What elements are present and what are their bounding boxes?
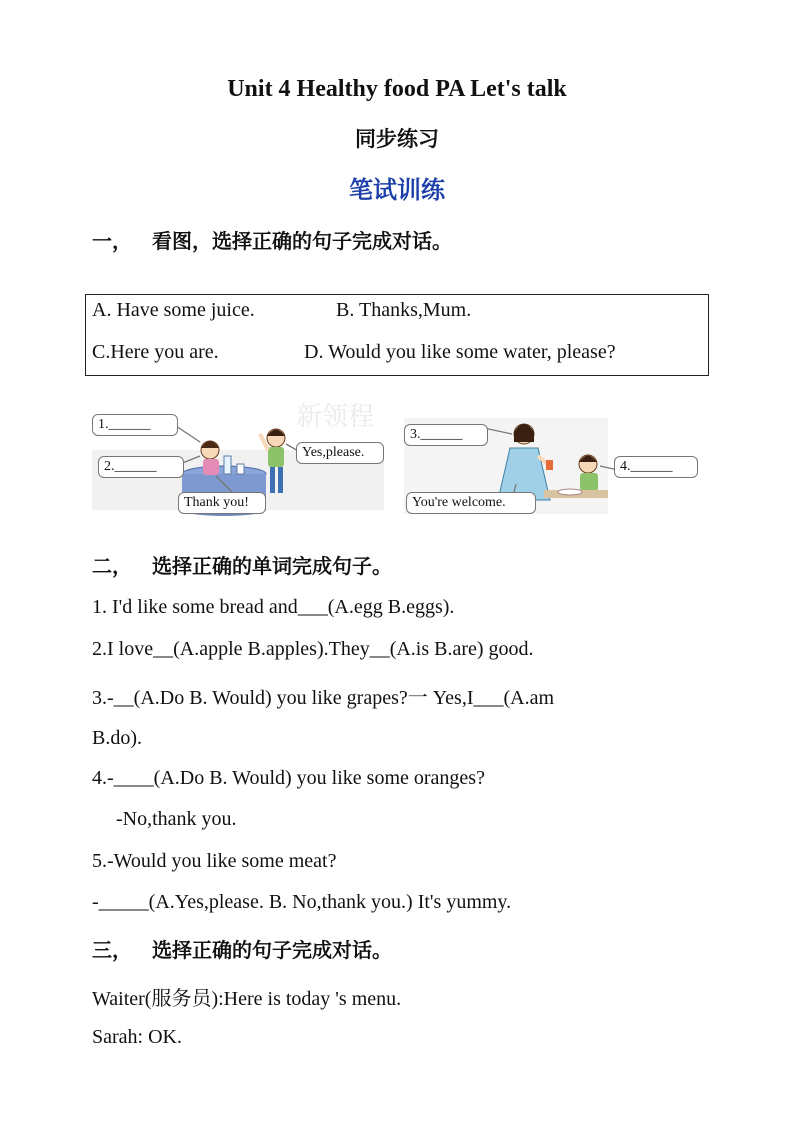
bubble-3: 3.______ — [404, 424, 488, 446]
part3-number: 三， — [92, 938, 132, 962]
dialog-line-sarah: Sarah: OK. — [92, 1026, 182, 1048]
part1-heading — [92, 225, 452, 254]
part1-number: 一， — [92, 229, 132, 253]
question-1: 1. I'd like some bread and___(A.egg B.eggs). — [92, 596, 455, 618]
part2-instruction: 选择正确的单词完成句子。 — [152, 554, 392, 578]
question-3-continued: B.do). — [92, 727, 142, 749]
bubble-thank-you: Thank you! — [178, 492, 266, 514]
options-box — [85, 294, 709, 376]
bubble-4: 4.______ — [614, 456, 698, 478]
dialog-line-waiter: Waiter(服务员):Here is today 's menu. — [92, 988, 402, 1010]
watermark-text: 新领程 — [296, 402, 375, 432]
bubble-2: 2.______ — [98, 456, 184, 478]
page-title: Unit 4 Healthy food PA Let's talk — [227, 76, 567, 102]
part2-heading — [92, 550, 392, 579]
bubble-1: 1.______ — [92, 414, 178, 436]
bubble-youre-welcome: You're welcome. — [406, 492, 536, 514]
question-2: 2.I love__(A.apple B.apples).They__(A.is B.are) good. — [92, 638, 534, 660]
question-3: 3.-__(A.Do B. Would) you like grapes?一 Yes,I___(A.am — [92, 687, 555, 709]
part2-number: 二， — [92, 554, 132, 578]
question-4: 4.-____(A.Do B. Would) you like some oranges? — [92, 767, 485, 789]
option-d: D. Would you like some water, please? — [304, 341, 616, 363]
option-a: A. Have some juice. — [92, 299, 255, 321]
picture-right — [404, 404, 698, 520]
part1-instruction: 看图，选择正确的句子完成对话。 — [152, 229, 452, 253]
section-heading: 笔试训练 — [349, 176, 445, 204]
question-5-answer: -_____(A.Yes,please. B. No,thank you.) It's yummy. — [92, 891, 512, 913]
page-subtitle: 同步练习 — [355, 127, 439, 151]
question-4-answer: -No,thank you. — [116, 808, 237, 830]
option-c: C.Here you are. — [92, 341, 219, 363]
question-5: 5.-Would you like some meat? — [92, 850, 337, 872]
bubble-yes-please: Yes,please. — [296, 442, 384, 464]
option-b: B. Thanks,Mum. — [336, 299, 472, 321]
part3-heading — [92, 934, 392, 963]
part3-instruction: 选择正确的句子完成对话。 — [152, 938, 392, 962]
